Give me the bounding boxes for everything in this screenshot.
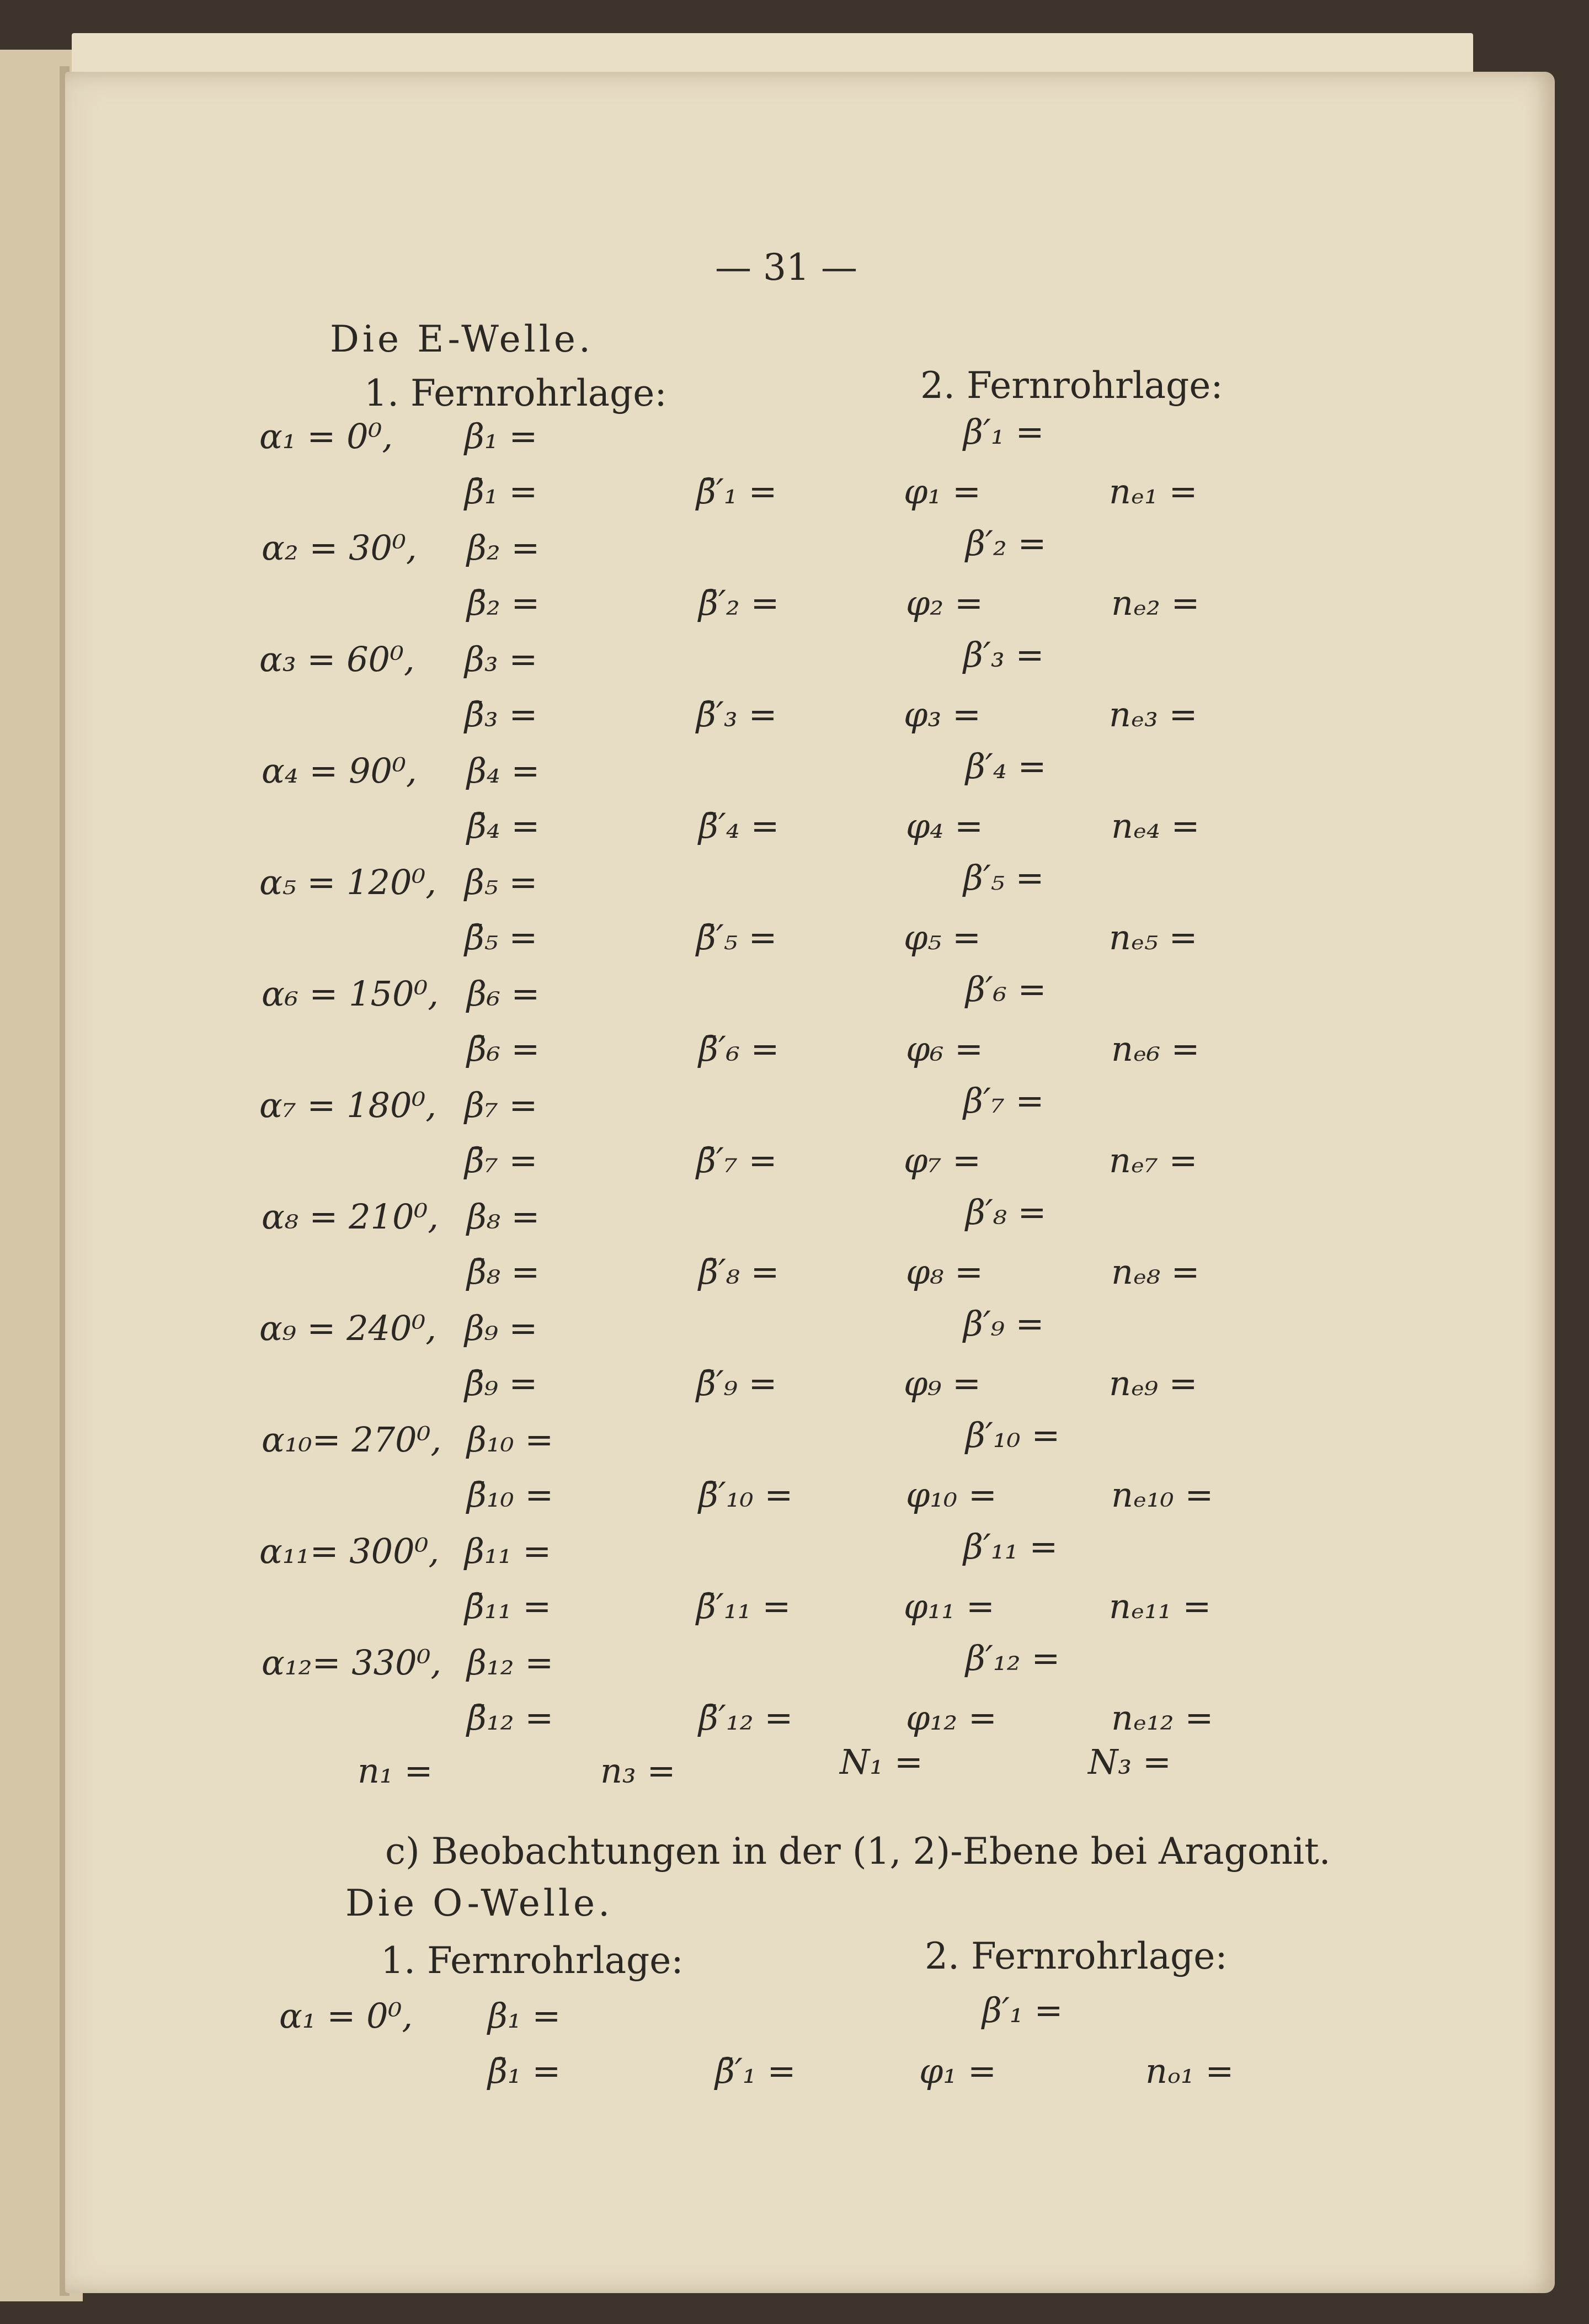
e-row-7-n: nₑ₇ = — [1109, 1140, 1198, 1180]
e-row-5-beta: β₅ = — [465, 862, 538, 902]
e-row-2-phi: φ₂ = — [906, 583, 983, 623]
e-row-10-beta-bar-p: β̄′₁₀ = — [698, 1475, 793, 1515]
e-row-9-beta-bar-p: β̄′₉ = — [696, 1363, 777, 1403]
e-row-10-alpha: α₁₀= 270⁰, — [262, 1419, 442, 1460]
section-c-beta-prime: β′₁ = — [982, 1990, 1063, 2030]
section-e-position-1-label: 1. Fernrohrlage: — [364, 372, 667, 414]
e-row-10-phi: φ₁₀ = — [906, 1475, 997, 1515]
e-row-8-beta-p: β′₈ = — [966, 1192, 1047, 1232]
e-row-9-beta-bar: β̄₉ = — [465, 1363, 538, 1403]
e-row-10-beta-bar: β̄₁₀ = — [467, 1475, 554, 1515]
e-row-9-n: nₑ₉ = — [1109, 1363, 1198, 1403]
e-row-5-phi: φ₅ = — [904, 917, 981, 958]
e-row-5-n: nₑ₅ = — [1109, 917, 1198, 958]
book-page — [65, 72, 1555, 2293]
e-row-11-n: nₑ₁₁ = — [1109, 1586, 1212, 1626]
e-row-2-n: nₑ₂ = — [1111, 583, 1200, 623]
e-row-5-alpha: α₅ = 120⁰, — [259, 862, 436, 902]
e-row-1-phi: φ₁ = — [904, 471, 981, 512]
e-row-12-beta-bar: β̄₁₂ = — [467, 1698, 554, 1738]
e-row-9-alpha: α₉ = 240⁰, — [259, 1308, 436, 1348]
e-row-6-phi: φ₆ = — [906, 1029, 983, 1069]
section-c-beta-bar: β̄₁ = — [488, 2051, 561, 2091]
e-row-12-beta: β₁₂ = — [467, 1642, 554, 1683]
e-row-10-beta: β₁₀ = — [467, 1419, 554, 1460]
e-row-6-beta-bar-p: β̄′₆ = — [698, 1029, 780, 1069]
section-c-heading: c) Beobachtungen in der (1, 2)-Ebene bei Aragonit. — [385, 1830, 1331, 1873]
section-e-title: Die E-Welle. — [330, 318, 594, 360]
section-c-position-2-label: 2. Fernrohrlage: — [925, 1935, 1228, 1977]
summary-N1: N₁ = — [840, 1742, 923, 1782]
e-row-9-beta: β₉ = — [465, 1308, 538, 1348]
e-row-8-alpha: α₈ = 210⁰, — [262, 1196, 439, 1237]
section-e-position-2-label: 2. Fernrohrlage: — [920, 364, 1223, 407]
e-row-1-n: nₑ₁ = — [1109, 471, 1198, 512]
e-row-7-alpha: α₇ = 180⁰, — [259, 1085, 436, 1125]
e-row-6-beta: β₆ = — [467, 974, 540, 1014]
e-row-4-phi: φ₄ = — [906, 806, 983, 846]
e-row-12-beta-bar-p: β̄′₁₂ = — [698, 1698, 793, 1738]
section-c-title: Die O-Welle. — [345, 1882, 614, 1924]
e-row-11-beta-bar-p: β̄′₁₁ = — [696, 1586, 791, 1626]
e-row-4-beta-p: β′₄ = — [966, 746, 1047, 786]
e-row-8-beta: β₈ = — [467, 1196, 540, 1237]
e-row-8-beta-bar: β̄₈ = — [467, 1252, 540, 1292]
section-c-phi: φ₁ = — [919, 2051, 996, 2091]
summary-N3: N₃ = — [1088, 1742, 1171, 1782]
section-c-beta: β₁ = — [488, 1996, 561, 2036]
e-row-3-beta: β₃ = — [465, 639, 538, 679]
e-row-4-beta-bar: β̄₄ = — [467, 806, 540, 846]
page-number: — 31 — — [715, 246, 857, 289]
section-c-n: nₒ₁ = — [1145, 2051, 1234, 2091]
e-row-9-beta-p: β′₉ = — [963, 1304, 1044, 1344]
summary-n1: n₁ = — [358, 1751, 433, 1791]
e-row-6-beta-p: β′₆ = — [966, 969, 1047, 1009]
e-row-8-phi: φ₈ = — [906, 1252, 983, 1292]
e-row-6-beta-bar: β̄₆ = — [467, 1029, 540, 1069]
e-row-12-alpha: α₁₂= 330⁰, — [262, 1642, 442, 1683]
e-row-7-beta-p: β′₇ = — [963, 1081, 1044, 1121]
e-row-4-beta-bar-p: β̄′₄ = — [698, 806, 780, 846]
summary-n3: n₃ = — [600, 1751, 676, 1791]
e-row-8-n: nₑ₈ = — [1111, 1252, 1200, 1292]
e-row-7-beta-bar-p: β̄′₇ = — [696, 1140, 777, 1180]
e-row-3-beta-bar-p: β̄′₃ = — [696, 694, 777, 735]
e-row-3-alpha: α₃ = 60⁰, — [259, 639, 415, 679]
e-row-1-beta-bar-p: β̄′₁ = — [696, 471, 777, 512]
e-row-3-phi: φ₃ = — [904, 694, 981, 735]
e-row-11-beta-p: β′₁₁ = — [963, 1527, 1058, 1567]
e-row-2-beta-bar-p: β̄′₂ = — [698, 583, 780, 623]
e-row-1-beta-p: β′₁ = — [963, 412, 1044, 452]
e-row-2-alpha: α₂ = 30⁰, — [262, 528, 417, 568]
e-row-8-beta-bar-p: β̄′₈ = — [698, 1252, 780, 1292]
e-row-1-beta: β₁ = — [465, 416, 538, 456]
e-row-4-beta: β₄ = — [467, 751, 540, 791]
e-row-1-beta-bar: β̄₁ = — [465, 471, 538, 512]
e-row-12-phi: φ₁₂ = — [906, 1698, 997, 1738]
e-row-2-beta: β₂ = — [467, 528, 540, 568]
e-row-5-beta-bar-p: β̄′₅ = — [696, 917, 777, 958]
e-row-3-n: nₑ₃ = — [1109, 694, 1198, 735]
e-row-7-phi: φ₇ = — [904, 1140, 981, 1180]
e-row-11-phi: φ₁₁ = — [904, 1586, 995, 1626]
e-row-1-alpha: α₁ = 0⁰, — [259, 416, 393, 456]
e-row-3-beta-bar: β̄₃ = — [465, 694, 538, 735]
e-row-6-n: nₑ₆ = — [1111, 1029, 1200, 1069]
e-row-4-n: nₑ₄ = — [1111, 806, 1200, 846]
e-row-5-beta-bar: β̄₅ = — [465, 917, 538, 958]
e-row-7-beta: β₇ = — [465, 1085, 538, 1125]
e-row-11-beta: β₁₁ = — [465, 1531, 552, 1571]
e-row-11-alpha: α₁₁= 300⁰, — [259, 1531, 440, 1571]
e-row-12-beta-p: β′₁₂ = — [966, 1638, 1060, 1678]
section-c-beta-bar-prime: β̄′₁ = — [715, 2051, 796, 2091]
e-row-5-beta-p: β′₅ = — [963, 858, 1044, 898]
e-row-10-n: nₑ₁₀ = — [1111, 1475, 1214, 1515]
section-c-alpha: α₁ = 0⁰, — [279, 1996, 413, 2036]
section-c-position-1-label: 1. Fernrohrlage: — [381, 1939, 684, 1982]
e-row-4-alpha: α₄ = 90⁰, — [262, 751, 417, 791]
e-row-3-beta-p: β′₃ = — [963, 635, 1044, 675]
e-row-11-beta-bar: β̄₁₁ = — [465, 1586, 552, 1626]
e-row-2-beta-bar: β̄₂ = — [467, 583, 540, 623]
e-row-6-alpha: α₆ = 150⁰, — [262, 974, 439, 1014]
e-row-2-beta-p: β′₂ = — [966, 523, 1047, 563]
e-row-7-beta-bar: β̄₇ = — [465, 1140, 538, 1180]
e-row-10-beta-p: β′₁₀ = — [966, 1415, 1060, 1455]
e-row-12-n: nₑ₁₂ = — [1111, 1698, 1214, 1738]
e-row-9-phi: φ₉ = — [904, 1363, 981, 1403]
